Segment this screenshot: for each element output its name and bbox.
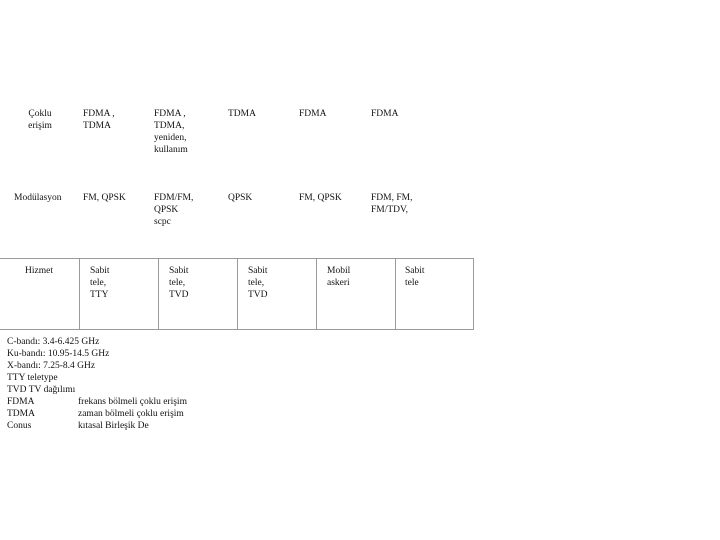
modulation-cell-5: FDM, FM, FM/TDV,	[371, 193, 413, 215]
abbr-row-tdma	[7, 408, 187, 420]
note-tvd: TVD TV dağılımı	[7, 385, 76, 395]
service-cell-1: Sabit tele, TTY	[90, 266, 110, 300]
column-divider	[316, 259, 317, 329]
abbr-meaning: kıtasal Birleşik De	[78, 421, 149, 431]
note-c-band: C-bandı: 3.4-6.425 GHz	[7, 337, 100, 347]
service-cell-2: Sabit tele, TVD	[169, 266, 189, 300]
note-tty: TTY teletype	[7, 373, 58, 383]
note-x-band: X-bandı: 7.25-8.4 GHz	[7, 361, 96, 371]
column-divider	[237, 259, 238, 329]
abbr-term: FDMA	[7, 397, 35, 407]
abbr-meaning: frekans bölmeli çoklu erişim	[78, 397, 187, 407]
access-cell-1: FDMA , TDMA	[83, 109, 115, 131]
row-label-service: Hizmet	[25, 266, 53, 276]
service-cell-5: Sabit tele	[405, 266, 425, 288]
modulation-cell-1: FM, QPSK	[83, 193, 126, 203]
modulation-cell-3: QPSK	[228, 193, 253, 203]
access-cell-5: FDMA	[371, 109, 399, 119]
access-cell-3: TDMA	[228, 109, 256, 119]
access-cell-4: FDMA	[299, 109, 327, 119]
row-label-multiple-access: Çoklu erişim	[28, 109, 52, 131]
abbr-row-fdma	[7, 396, 187, 408]
column-divider	[158, 259, 159, 329]
service-cell-4: Mobil askeri	[327, 266, 351, 288]
abbr-term: Conus	[7, 421, 32, 431]
column-divider	[79, 259, 80, 329]
modulation-cell-2: FDM/FM, QPSK scpc	[154, 193, 194, 227]
legend-notes	[7, 336, 187, 432]
modulation-cell-4: FM, QPSK	[299, 193, 342, 203]
service-table-row	[0, 258, 474, 330]
column-divider	[395, 259, 396, 329]
abbr-term: TDMA	[7, 409, 35, 419]
service-cell-3: Sabit tele, TVD	[248, 266, 268, 300]
note-ku-band: Ku-bandı: 10.95-14.5 GHz	[7, 349, 110, 359]
access-cell-2: FDMA , TDMA, yeniden, kullanım	[154, 109, 188, 155]
abbr-meaning: zaman bölmeli çoklu erişim	[78, 409, 184, 419]
row-label-modulation: Modülasyon	[14, 193, 62, 203]
abbr-row-conus	[7, 420, 187, 432]
